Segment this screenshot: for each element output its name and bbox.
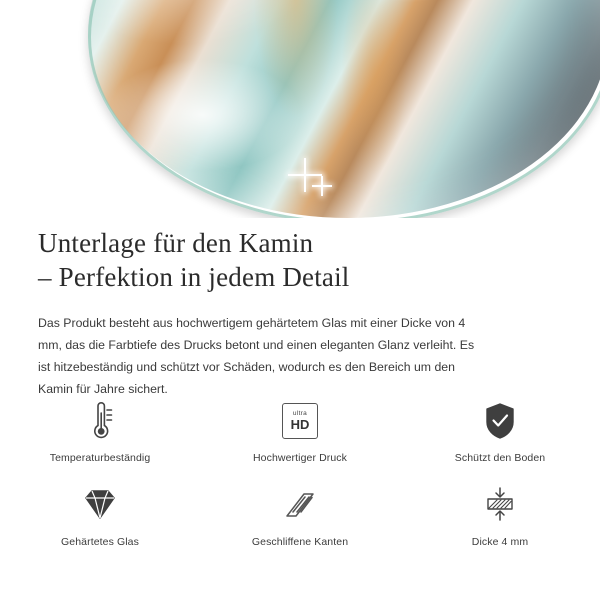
feature-tempered-glass (0, 482, 200, 560)
feature-floor-protection (400, 398, 600, 476)
hero-image (0, 0, 600, 218)
badge-main-text: HD (290, 417, 310, 433)
feature-label: Hochwertiger Druck (253, 452, 347, 464)
badge-top-text: ultra (292, 409, 308, 417)
page-title-line-1: Unterlage für den Kamin (38, 228, 314, 258)
page-title (0, 226, 600, 294)
feature-thickness (400, 482, 600, 560)
description-paragraph: Das Produkt besteht aus hochwertigem gehärtetem Glas mit einer Dicke von 4 mm, das die Farbtiefe des Drucks betont und einen eleganten Glanz verleiht. Es ist hitzebeständig und schützt vor Schäden, wodurch es den Bereich um den Kamin für Jahre sichert. (38, 316, 475, 396)
feature-label: Schützt den Boden (454, 452, 546, 464)
feature-label: Gehärtetes Glas (61, 536, 139, 548)
feature-label: Dicke 4 mm (471, 536, 529, 548)
feature-high-quality-print (200, 398, 400, 476)
thickness-arrows-icon (478, 482, 522, 528)
thermometer-icon (80, 398, 120, 444)
polished-edges-icon (278, 482, 322, 528)
feature-temperature-resistant (0, 398, 200, 476)
feature-label: Temperaturbeständig (49, 452, 151, 464)
diamond-icon (78, 482, 122, 528)
feature-label: Geschliffene Kanten (251, 536, 349, 548)
text-content (0, 226, 600, 400)
feature-grid (0, 398, 600, 560)
page-title-line-2: – Perfektion in jedem Detail (38, 262, 350, 292)
ultra-hd-icon (282, 398, 318, 444)
glass-disc-artwork (88, 0, 600, 218)
shield-check-icon (480, 398, 520, 444)
feature-polished-edges (200, 482, 400, 560)
